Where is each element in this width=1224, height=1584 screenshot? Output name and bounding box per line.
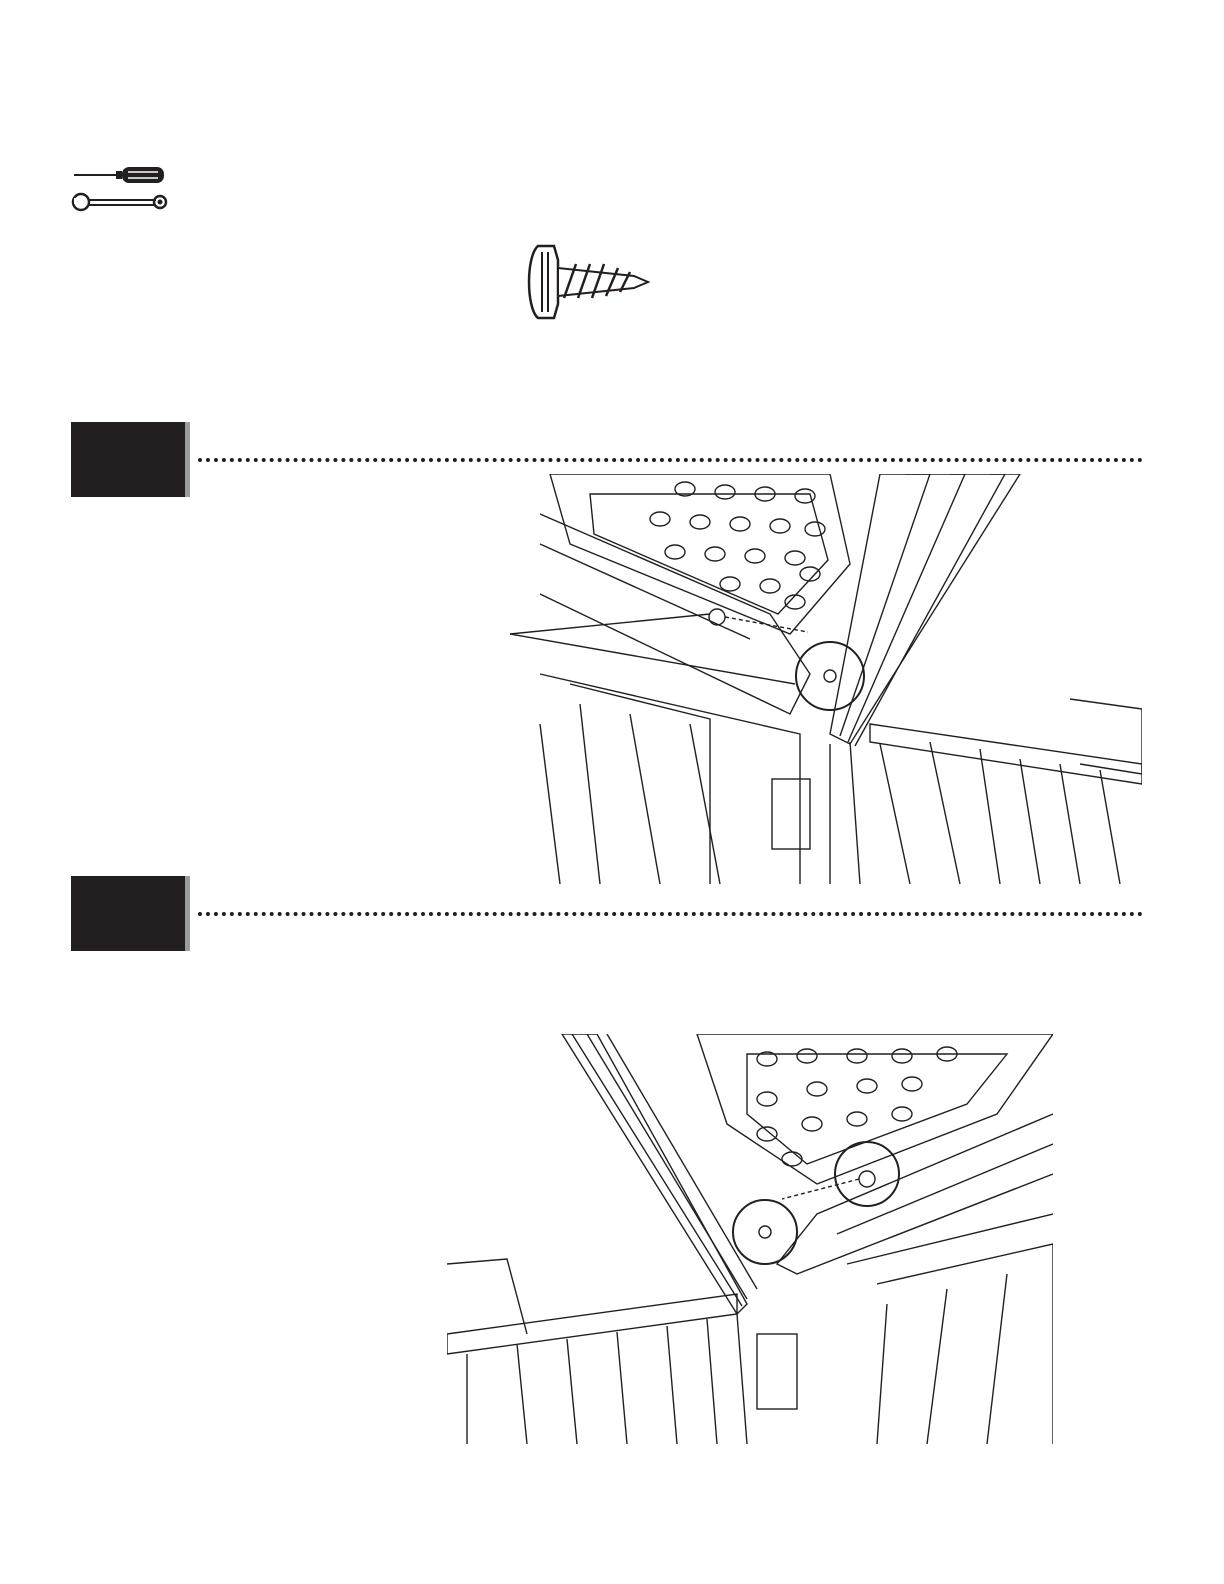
step-divider-1 [198, 458, 1143, 462]
step-marker-1 [71, 422, 185, 497]
step-divider-2 [198, 912, 1143, 916]
wrench-icon [70, 191, 170, 213]
screw-icon [524, 242, 654, 322]
illustration-step-1 [510, 474, 1142, 884]
screwdriver-icon [70, 164, 170, 186]
illustration-step-2 [447, 1034, 1053, 1444]
step-marker-2 [71, 876, 185, 951]
